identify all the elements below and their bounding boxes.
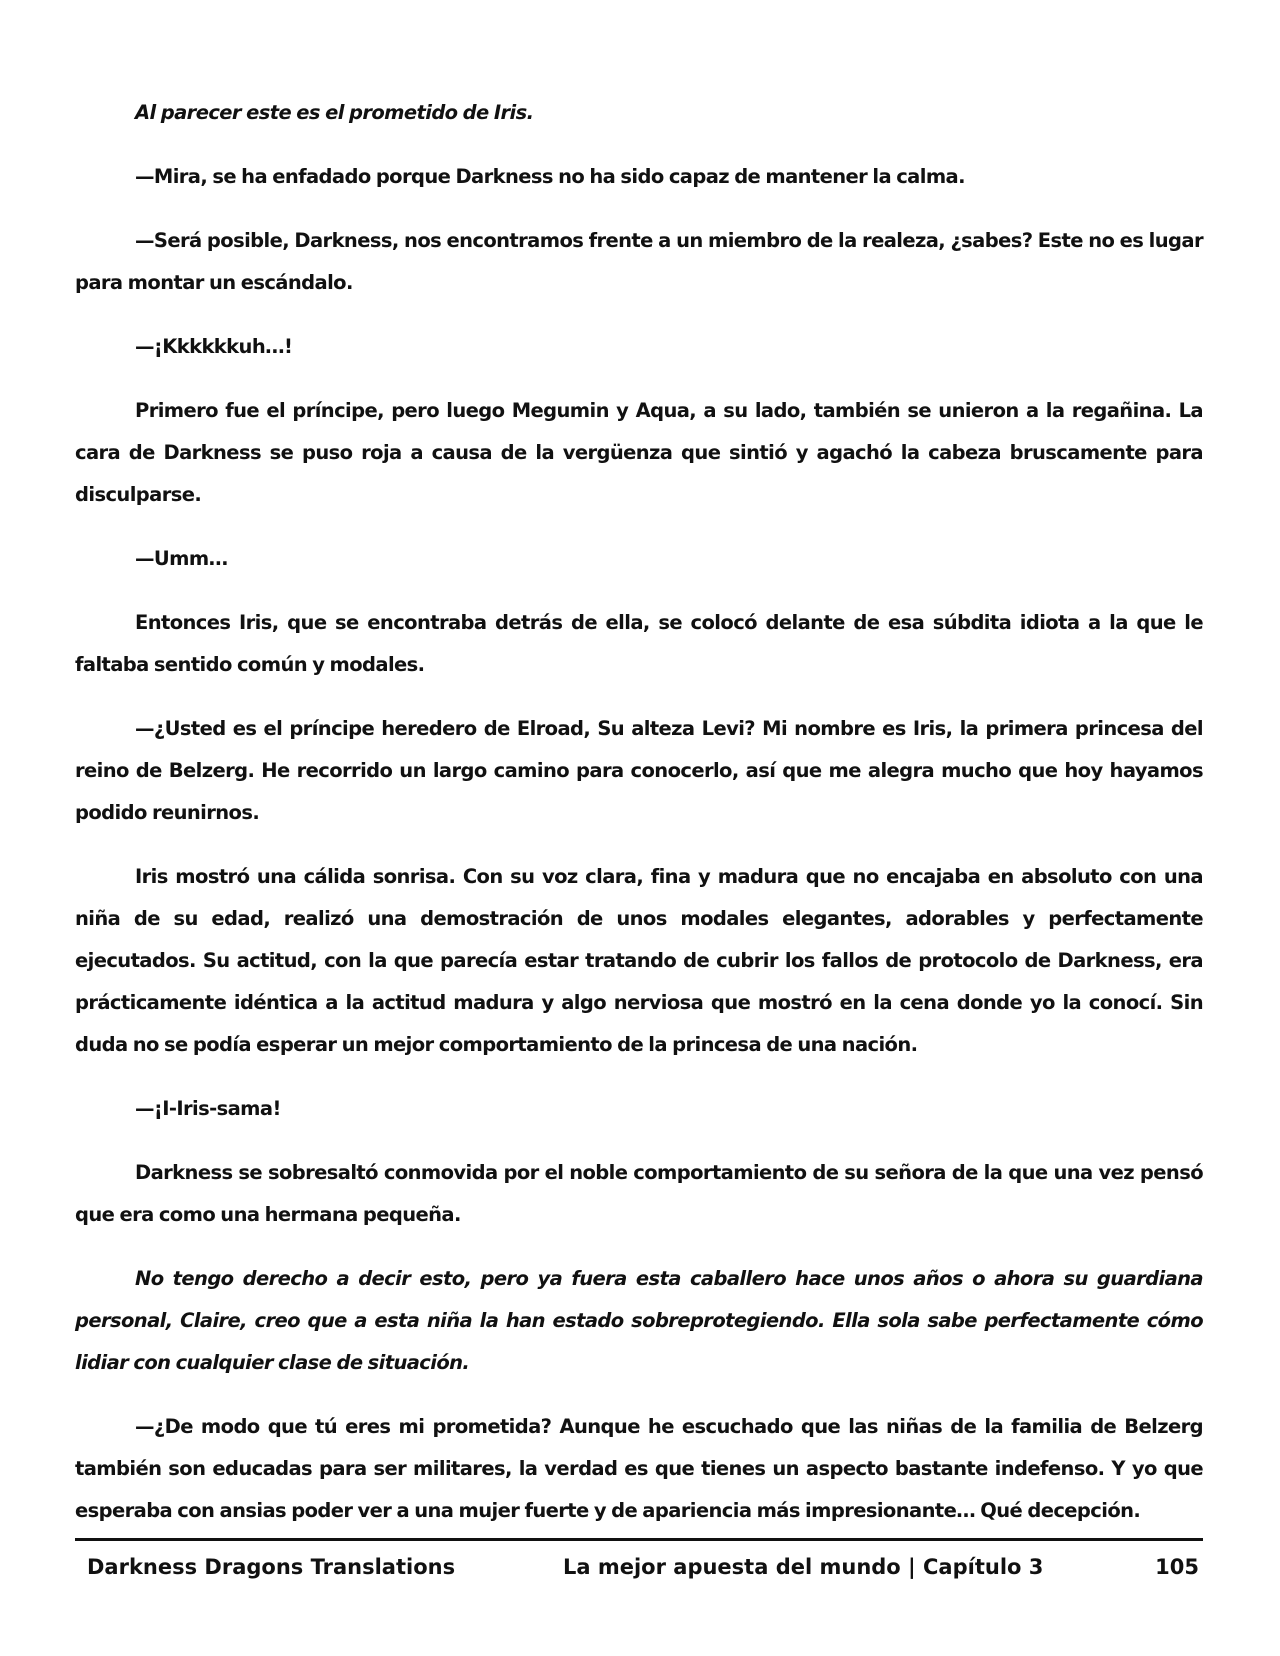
paragraph: Entonces Iris, que se encontraba detrás de ella, se colocó delante de esa súbdita idiota a la que le faltaba sentido común y modales.	[75, 611, 1203, 676]
paragraph: Darkness se sobresaltó conmovida por el noble comportamiento de su señora de la que una vez pensó que era como una hermana pequeña.	[75, 1161, 1203, 1226]
paragraph: Al parecer este es el prometido de Iris.	[135, 101, 534, 124]
paragraph: —¡I-Iris-sama!	[135, 1097, 281, 1120]
paragraph: —Mira, se ha enfadado porque Darkness no ha sido capaz de mantener la calma.	[135, 165, 965, 188]
paragraph: —Umm…	[135, 547, 228, 570]
paragraph: —¡Kkkkkkuh…!	[135, 335, 293, 358]
footer-chapter-title: La mejor apuesta del mundo | Capítulo 3	[563, 1555, 1044, 1579]
paragraph: —¿Usted es el príncipe heredero de Elroad, Su alteza Levi? Mi nombre es Iris, la primera princesa del reino de Belzerg. He recorrido un largo camino para conocerlo, así que me alegra mucho que hoy hayamos podido reunirnos.	[75, 717, 1203, 824]
page-body	[75, 92, 1203, 1554]
page-footer	[75, 1552, 1203, 1582]
paragraph: Primero fue el príncipe, pero luego Megumin y Aqua, a su lado, también se unieron a la regañina. La cara de Darkness se puso roja a causa de la vergüenza que sintió y agachó la cabeza bruscamente para disculparse.	[75, 399, 1203, 506]
paragraph: —Será posible, Darkness, nos encontramos frente a un miembro de la realeza, ¿sabes? Este no es lugar para montar un escándalo.	[75, 229, 1203, 294]
paragraph: —¿De modo que tú eres mi prometida? Aunque he escuchado que las niñas de la familia de Belzerg también son educadas para ser militares, la verdad es que tienes un aspecto bastante indefenso. Y yo que esperaba con ansias poder ver a una mujer fuerte y de apariencia más impresionante… Qué decepción.	[75, 1415, 1203, 1522]
paragraph: Iris mostró una cálida sonrisa. Con su voz clara, fina y madura que no encajaba en absoluto con una niña de su edad, realizó una demostración de unos modales elegantes, adorables y perfectamente ejecutados. Su actitud, con la que parecía estar tratando de cubrir los fallos de protocolo de Darkness, era prácticamente idéntica a la actitud madura y algo nerviosa que mostró en la cena donde yo la conocí. Sin duda no se podía esperar un mejor comportamiento de la princesa de una nación.	[75, 865, 1203, 1056]
page-number: 105	[1155, 1555, 1199, 1579]
paragraph: No tengo derecho a decir esto, pero ya fuera esta caballero hace unos años o ahora su guardiana personal, Claire, creo que a esta niña la han estado sobreprotegiendo. Ella sola sabe perfectamente cómo lidiar con cualquier clase de situación.	[75, 1267, 1203, 1374]
footer-translator-credit: Darkness Dragons Translations	[87, 1555, 456, 1579]
footer-divider	[75, 1538, 1203, 1541]
